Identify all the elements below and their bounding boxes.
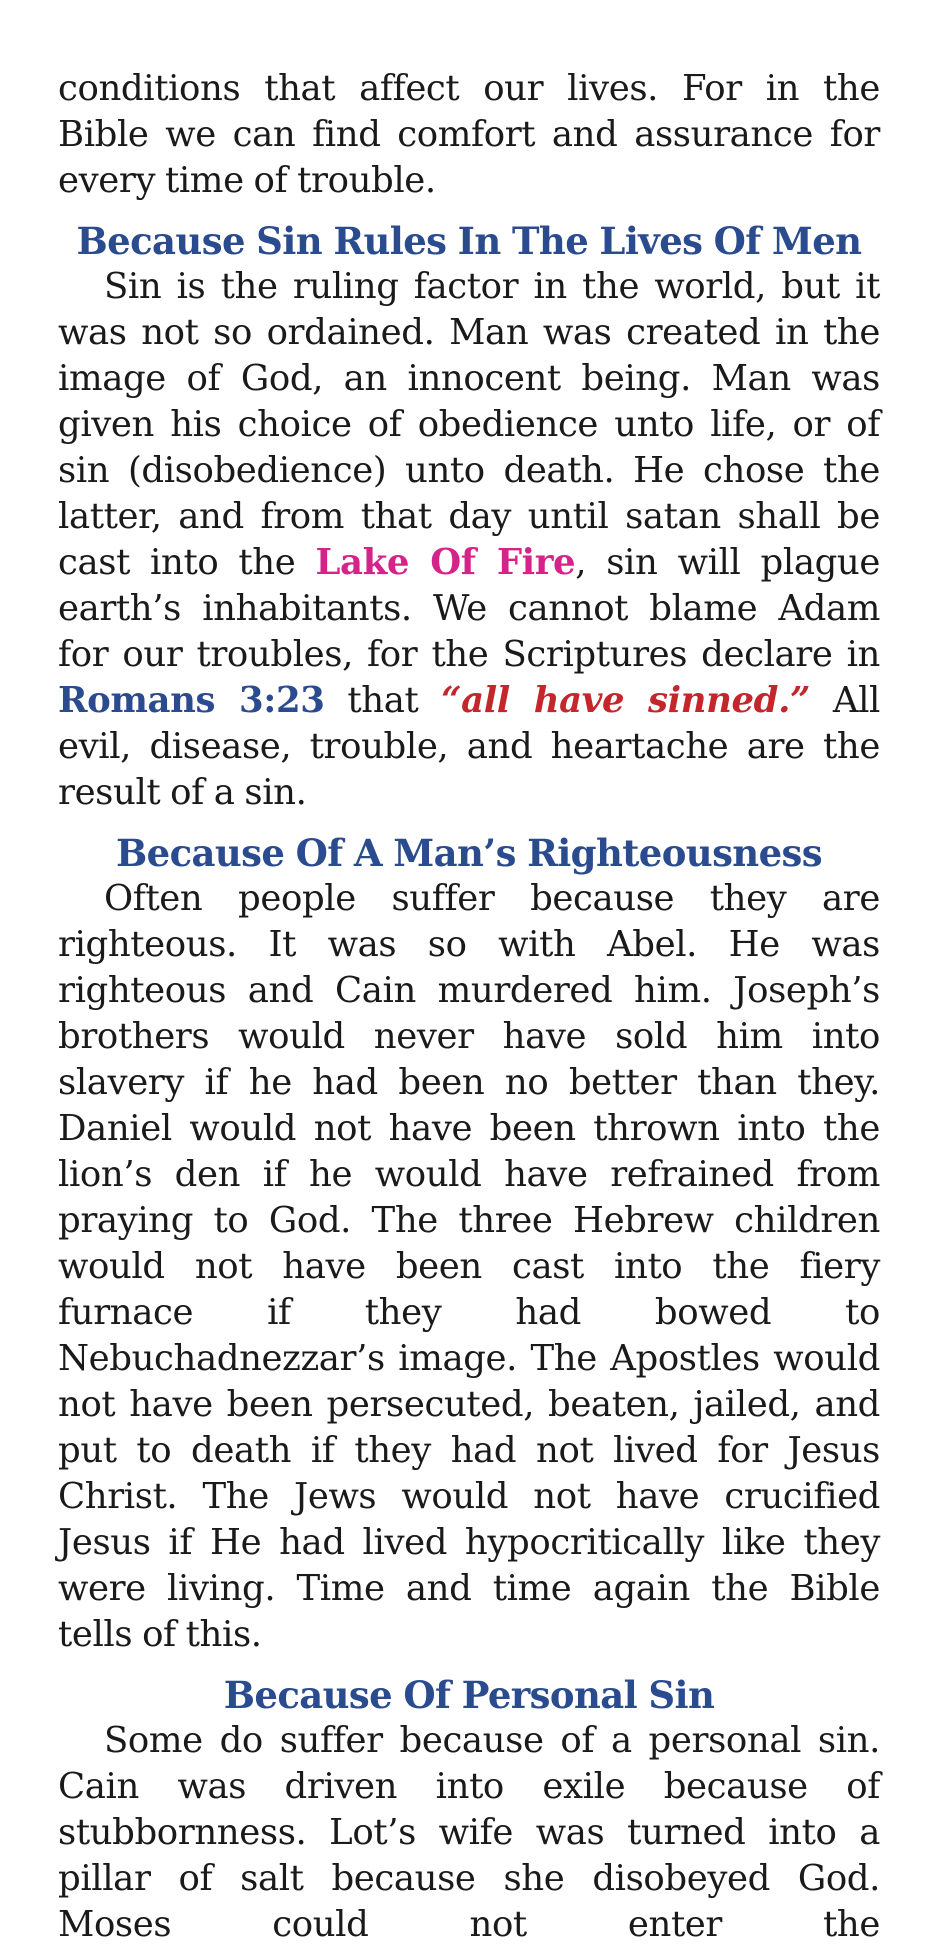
lake-of-fire-phrase: Lake Of Fire (315, 542, 576, 583)
scripture-reference-romans: Romans 3:23 (58, 680, 325, 721)
paragraph-sin-rules-text-b: , sin will plague earth’s inhabitants. We cannot blame Adam for our troubles, for the Scriptures declare in (58, 542, 880, 675)
section-heading-personal-sin: Because Of Personal Sin (223, 1673, 715, 1717)
section-heading-righteousness: Because Of A Man’s Righteousness (115, 831, 823, 875)
document-page (58, 66, 880, 1948)
paragraph-sin-rules-text-d: All evil, disease, trouble, and heartache are the result of a sin. (58, 680, 880, 813)
paragraph-sin-rules (58, 264, 880, 816)
paragraph-personal-sin: Some do suffer because of a personal sin. Cain was driven into exile because of stubbornness. Lot’s wife was turned into a pillar of salt because she disobeyed God. Moses could not enter the (58, 1720, 880, 1945)
paragraph-sin-rules-text-c: that (324, 680, 442, 721)
section-heading-sin-rules: Because Sin Rules In The Lives Of Men (76, 219, 862, 263)
paragraph-righteousness: Often people suffer because they are righteous. It was so with Abel. He was righteous and Cain murdered him. Joseph’s brothers would never have sold him into slavery if he had been no better than they. Daniel would not have been thrown into the lion’s den if he would have refrained from praying to God. The three Hebrew children would not have been cast into the fiery furnace if they had bowed to Nebuchadnezzar’s image. The Apostles would not have been persecuted, beaten, jailed, and put to death if they had not lived for Jesus Christ. The Jews would not have crucified Jesus if He had lived hypocritically like they were living. Time and time again the Bible tells of this. (58, 878, 880, 1655)
paragraph-sin-rules-text-a: Sin is the ruling factor in the world, but it was not so ordained. Man was created in the image of God, an innocent being. Man was given his choice of obedience unto life, or of sin (disobedience) unto death. He chose the latter, and from that day until satan shall be cast into the (58, 266, 880, 583)
intro-paragraph: conditions that affect our lives. For in the Bible we can find comfort and assurance for every time of trouble. (58, 68, 880, 201)
scripture-quote: “all have sinned.” (441, 680, 811, 721)
